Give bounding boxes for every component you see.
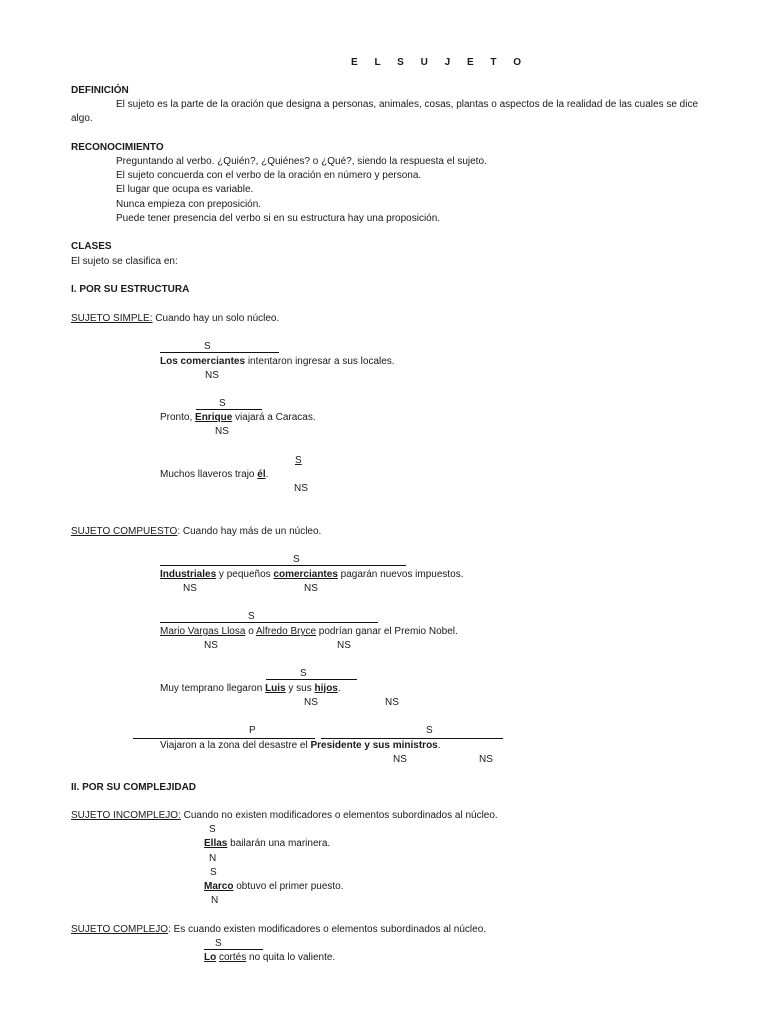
nucleus-marker: NS <box>385 697 399 708</box>
subject-marker: S <box>210 867 217 878</box>
subject-marker: S <box>219 398 226 409</box>
subject-bracket-line <box>160 622 378 623</box>
clases-intro: El sujeto se clasifica en: <box>71 256 178 267</box>
subject-bracket-line <box>196 409 262 410</box>
example-sentence: Marco obtuvo el primer puesto. <box>204 881 344 892</box>
subject-marker: S <box>300 668 307 679</box>
predicate-marker: P <box>249 725 256 736</box>
subject-marker: S <box>295 455 302 466</box>
nucleus-marker: NS <box>215 426 229 437</box>
clases-heading: CLASES <box>71 241 112 252</box>
nucleus-marker: N <box>209 853 217 864</box>
complejidad-heading: II. POR SU COMPLEJIDAD <box>71 782 197 793</box>
subject-marker: S <box>215 938 222 949</box>
subject-marker: S <box>248 611 255 622</box>
example-sentence: Mario Vargas Llosa o Alfredo Bryce podrían ganar el Premio Nobel. <box>160 626 458 637</box>
subject-bracket-line <box>204 949 263 950</box>
estructura-heading: I. POR SU ESTRUCTURA <box>71 284 190 295</box>
nucleus-marker: NS <box>304 583 318 594</box>
nucleus-marker: NS <box>304 697 318 708</box>
sujeto-complejo-definition: SUJETO COMPLEJO: Es cuando existen modificadores o elementos subordinados al núcleo. <box>71 924 487 935</box>
reconocimiento-item: Preguntando al verbo. ¿Quién?, ¿Quiénes? o ¿Qué?, siendo la respuesta el sujeto. <box>116 156 487 167</box>
subject-marker: S <box>426 725 433 736</box>
reconocimiento-item: Nunca empieza con preposición. <box>116 199 262 210</box>
nucleus-marker: NS <box>294 483 308 494</box>
sujeto-compuesto-definition: SUJETO COMPUESTO: Cuando hay más de un núcleo. <box>71 526 322 537</box>
subject-marker: S <box>293 554 300 565</box>
example-sentence: Viajaron a la zona del desastre el Presidente y sus ministros. <box>160 740 441 751</box>
nucleus-marker: NS <box>393 754 407 765</box>
subject-bracket-line <box>266 679 357 680</box>
nucleus-marker: NS <box>204 640 218 651</box>
subject-bracket-line <box>160 352 279 353</box>
example-sentence: Muy temprano llegaron Luis y sus hijos. <box>160 683 341 694</box>
nucleus-marker: N <box>211 895 219 906</box>
example-sentence: Lo cortés no quita lo valiente. <box>204 952 336 963</box>
example-sentence: Industriales y pequeños comerciantes pagarán nuevos impuestos. <box>160 569 464 580</box>
subject-marker: S <box>209 824 216 835</box>
reconocimiento-heading: RECONOCIMIENTO <box>71 142 164 153</box>
sujeto-incomplejo-definition: SUJETO INCOMPLEJO: Cuando no existen modificadores o elementos subordinados al núcleo. <box>71 810 498 821</box>
nucleus-marker: NS <box>205 370 219 381</box>
definicion-heading: DEFINICIÓN <box>71 85 129 96</box>
nucleus-marker: NS <box>337 640 351 651</box>
subject-bracket-line <box>160 565 406 566</box>
definicion-text: El sujeto es la parte de la oración que designa a personas, animales, cosas, plantas o aspectos de la realidad de las cuales se dice algo. <box>71 99 699 124</box>
reconocimiento-item: El lugar que ocupa es variable. <box>116 184 254 195</box>
example-sentence: Los comerciantes intentaron ingresar a sus locales. <box>160 356 395 367</box>
example-sentence: Ellas bailarán una marinera. <box>204 838 331 849</box>
reconocimiento-item: Puede tener presencia del verbo si en su estructura hay una proposición. <box>116 213 441 224</box>
nucleus-marker: NS <box>183 583 197 594</box>
sujeto-simple-definition: SUJETO SIMPLE: Cuando hay un solo núcleo. <box>71 313 280 324</box>
subject-marker: S <box>204 341 211 352</box>
document-title: E L S U J E T O <box>351 57 529 68</box>
example-sentence: Muchos llaveros trajo él. <box>160 469 269 480</box>
example-sentence: Pronto, Enrique viajará a Caracas. <box>160 412 316 423</box>
reconocimiento-item: El sujeto concuerda con el verbo de la oración en número y persona. <box>116 170 422 181</box>
nucleus-marker: NS <box>479 754 493 765</box>
